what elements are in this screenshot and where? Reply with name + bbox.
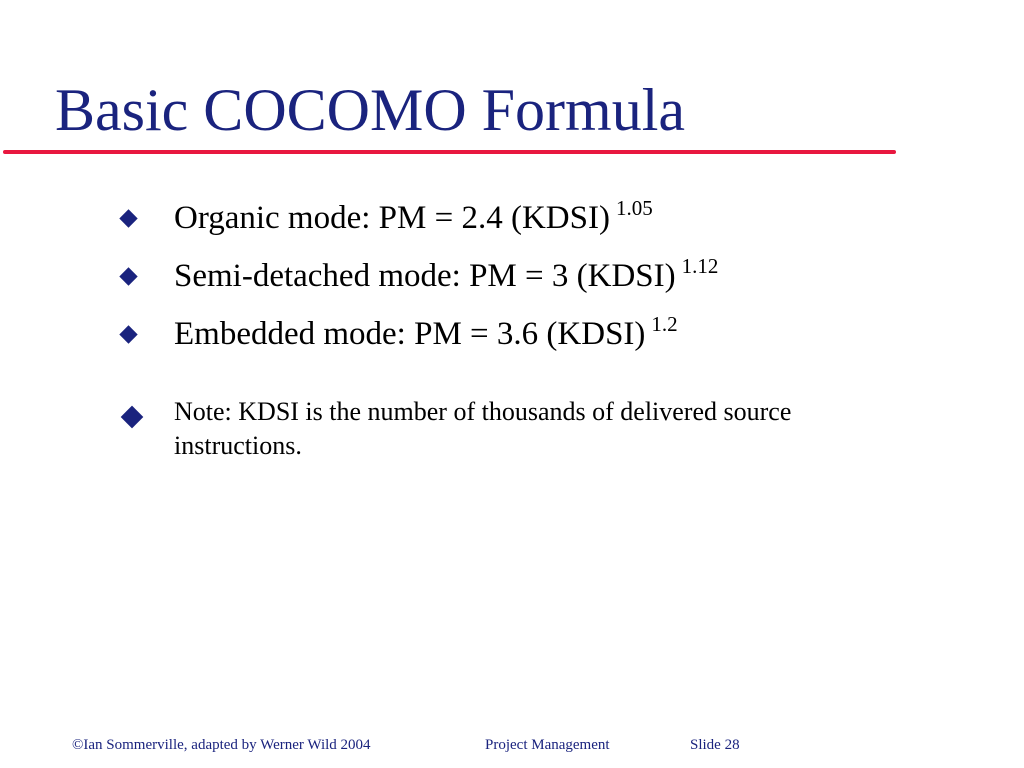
footer-section-title: Project Management — [485, 737, 610, 753]
diamond-bullet-icon — [119, 209, 137, 227]
slide-title: Basic COCOMO Formula — [55, 77, 685, 143]
bullet-text-organic: Organic mode: PM = 2.4 (KDSI) — [174, 200, 610, 236]
bullet-exponent-organic: 1.05 — [615, 196, 653, 220]
diamond-bullet-icon — [121, 406, 144, 429]
footer-slide-number: Slide 28 — [690, 737, 740, 753]
diamond-bullet-icon — [119, 325, 137, 343]
bullet-text-semi-detached: Semi-detached mode: PM = 3 (KDSI) — [174, 258, 676, 294]
bullet-exponent-embedded: 1.2 — [651, 312, 678, 336]
bullet-exponent-semi-detached: 1.12 — [681, 254, 719, 278]
note-text: Note: KDSI is the number of thousands of delivered source instructions. — [174, 397, 792, 460]
footer-copyright: ©Ian Sommerville, adapted by Werner Wild 2004 — [72, 737, 371, 753]
diamond-bullet-icon — [119, 267, 137, 285]
title-underline — [3, 150, 896, 154]
bullet-text-embedded: Embedded mode: PM = 3.6 (KDSI) — [174, 316, 646, 352]
